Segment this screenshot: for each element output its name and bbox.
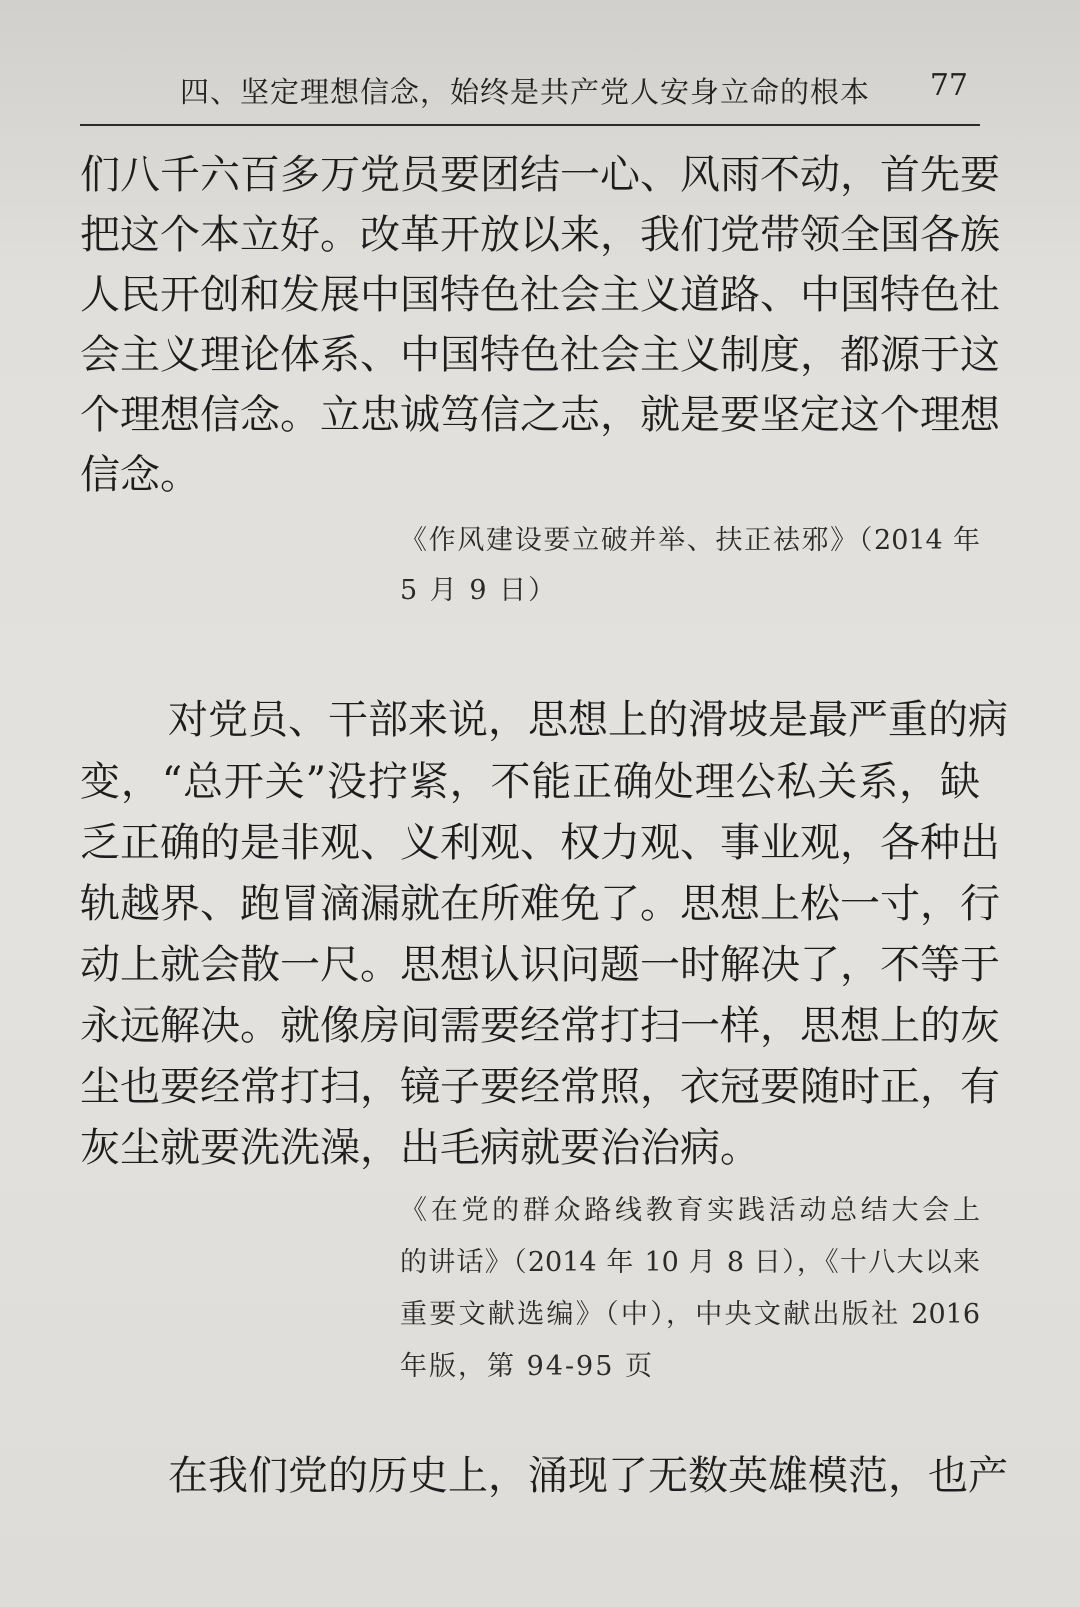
- citation-2-line: 的讲话》（2014 年 10 月 8 日），《十八大以来: [400, 1247, 980, 1278]
- paragraph-2-line: 乏正确的是非观、义利观、权力观、事业观，各种出: [80, 820, 1000, 866]
- paragraph-2-line: 灰尘就要洗洗澡，出毛病就要治治病。: [80, 1125, 760, 1171]
- paragraph-2-line: 永远解决。就像房间需要经常打扫一样，思想上的灰: [80, 1003, 1000, 1049]
- paragraph-1-line: 个理想信念。立忠诚笃信之志，就是要坚定这个理想: [80, 392, 1000, 438]
- page-number: 77: [929, 68, 968, 103]
- paragraph-1-line: 信念。: [80, 452, 200, 498]
- citation-2-line: 《在党的群众路线教育实践活动总结大会上: [400, 1195, 980, 1226]
- header-rule: [80, 124, 980, 126]
- paragraph-2-line: 动上就会散一尺。思想认识问题一时解决了，不等于: [80, 942, 1000, 988]
- paragraph-2-line: 尘也要经常打扫，镜子要经常照，衣冠要随时正，有: [80, 1064, 1000, 1110]
- paragraph-1-line: 会主义理论体系、中国特色社会主义制度，都源于这: [80, 332, 1000, 378]
- paragraph-2-line: 轨越界、跑冒滴漏就在所难免了。思想上松一寸，行: [80, 881, 1000, 927]
- paragraph-3-line: 在我们党的历史上，涌现了无数英雄模范，也产: [168, 1453, 1008, 1499]
- page-header: [80, 68, 980, 124]
- citation-1-line: 《作风建设要立破并举、扶正祛邪》（2014 年: [400, 525, 980, 556]
- citation-1-line: 5 月 9 日）: [400, 575, 558, 606]
- running-title: 四、坚定理想信念，始终是共产党人安身立命的根本: [180, 75, 871, 109]
- paragraph-1-line: 们八千六百多万党员要团结一心、风雨不动，首先要: [80, 152, 1000, 198]
- citation-2-line: 重要文献选编》（中），中央文献出版社 2016: [400, 1299, 980, 1330]
- paragraph-1-line: 人民开创和发展中国特色社会主义道路、中国特色社: [80, 272, 1000, 318]
- paragraph-2-line: 变，“总开关”没拧紧，不能正确处理公私关系，缺: [80, 759, 980, 805]
- paragraph-1-line: 把这个本立好。改革开放以来，我们党带领全国各族: [80, 212, 1000, 258]
- citation-2-line: 年版，第 94-95 页: [400, 1351, 655, 1382]
- paragraph-2-line: 对党员、干部来说，思想上的滑坡是最严重的病: [168, 697, 1008, 743]
